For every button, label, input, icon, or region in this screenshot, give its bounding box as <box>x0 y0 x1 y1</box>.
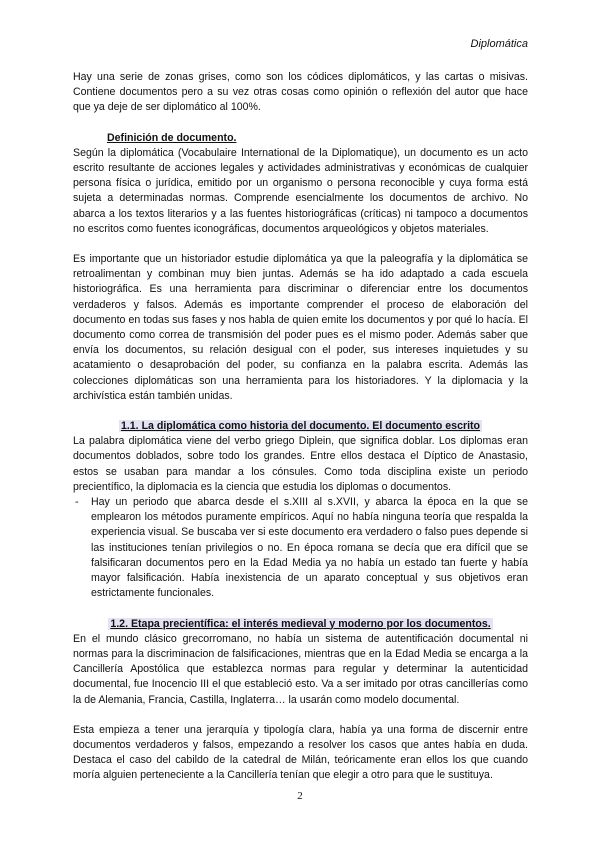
section-2-paragraph-2: Esta empieza a tener una jerarquía y tipología clara, había ya una forma de discernir entre documentos verdaderos y falsos, empezando a resolver los casos que antes había en duda. Destaca el caso del cabildo de la catedral de Milán, teóricamente eran ellos los que cuando moría alguien perteneciente a la Cancillería tenían que elegir a otro para que le sustituya. <box>73 723 528 782</box>
section-2-heading <box>73 617 528 632</box>
spacer <box>73 404 528 419</box>
page-number: 2 <box>297 790 303 802</box>
list-item-text: Hay un periodo que abarca desde el s.XIII al s.XVII, y abarca la época en la que se emplearon los métodos puramente empíricos. Aquí no había ninguna teoría que respalda la experiencia visual. Se buscaba ver si este documento era verdadero o falso pues depende si las instituciones tenían privilegios o no. En época romana se decía que era difícil que se falsificaran documentos pero en la Edad Media ya no había un estado tan fuerte y había mayor falsificación. Había inexistencia de un aparato conceptual y sus objetivos eran estrictamente funcionales. <box>91 496 528 600</box>
document-body <box>73 70 528 784</box>
intro-paragraph: Hay una serie de zonas grises, como son los códices diplomáticos, y las cartas o misivas. Contiene documentos pero a su vez otras cosas como opinión o reflexión del autor que hace que ya deje de ser diplomático al 100%. <box>73 71 528 114</box>
running-header: Diplomática <box>470 38 528 50</box>
section-1-list <box>73 495 528 601</box>
bullet-dash: - <box>75 496 79 509</box>
section-1-heading <box>73 419 528 434</box>
section-2-heading-text: 1.2. Etapa precientífica: el interés medieval y moderno por los documentos. <box>110 617 491 630</box>
spacer <box>73 237 528 252</box>
definition-heading: Definición de documento. <box>107 131 237 144</box>
spacer <box>73 116 528 131</box>
section-2-paragraph-1: En el mundo clásico grecorromano, no había un sistema de autentificación documental ni normas para la discriminacion de falsificaciones, mientras que en la Edad Media se encarga a la Cancillería Apostólica que establezca normas para regular y determinar la autenticidad documental, fue Inocencio III el que estableció esto. Va a ser imitado por otras cancillerías como la de Alemania, Francia, Castilla, Inglaterra… la usarán como modelo documental. <box>73 632 528 706</box>
spacer <box>73 602 528 617</box>
importance-paragraph: Es importante que un historiador estudie diplomática ya que la paleografía y la diplomática se retroalimentan y combinan muy bien juntas. Además se ha ido adaptado a cada escuela historiográfica. Es una herramienta para discriminar o diferenciar entre los documentos verdaderos y falsos. Además es importante comprender el proceso de elaboración del documento en todas sus fases y nos habla de quien emite los documentos y por qué lo hacía. El documento como correa de transmisión del poder pues es el mismo poder. Además saber que envía los documentos, su relación desigual con el poder, sus intereses inquietudes y su acatamiento o desaprobación del poder, su confianza en la palabra escrita. Además las colecciones diplomáticas son una herramienta para los historiadores. Y la diplomacia y la archivística están también unidas. <box>73 253 528 402</box>
list-item <box>73 495 528 601</box>
section-1-paragraph: La palabra diplomática viene del verbo griego Diplein, que significa doblar. Los diplomas eran documentos doblados, sobre todo los grandes. Entre ellos destaca el Díptico de Anastasio, estos se usaban para mandar a los cónsules. Como toda disciplina existe un periodo precientífico, la diplomacia es la ciencia que estudia los diplomas o documentos. <box>73 435 528 493</box>
spacer <box>73 708 528 723</box>
definition-paragraph: Según la diplomática (Vocabulaire International de la Diplomatique), un documento es un acto escrito resultante de acciones legales y actividades administrativas y económicas de cualquier persona física o jurídica, emitido por un organismo o persona reconocible y cuya forma está sujeta a determinadas normas. Comprende esencialmente los documentos de archivo. No abarca a los textos literarios y a las fuentes historiográficas (críticas) ni tampoco a documentos no escritos como fuentes iconográficas, documentos arqueológicos y objetos materiales. <box>73 146 528 235</box>
section-1-heading-text: 1.1. La diplomática como historia del documento. El documento escrito <box>120 420 481 433</box>
